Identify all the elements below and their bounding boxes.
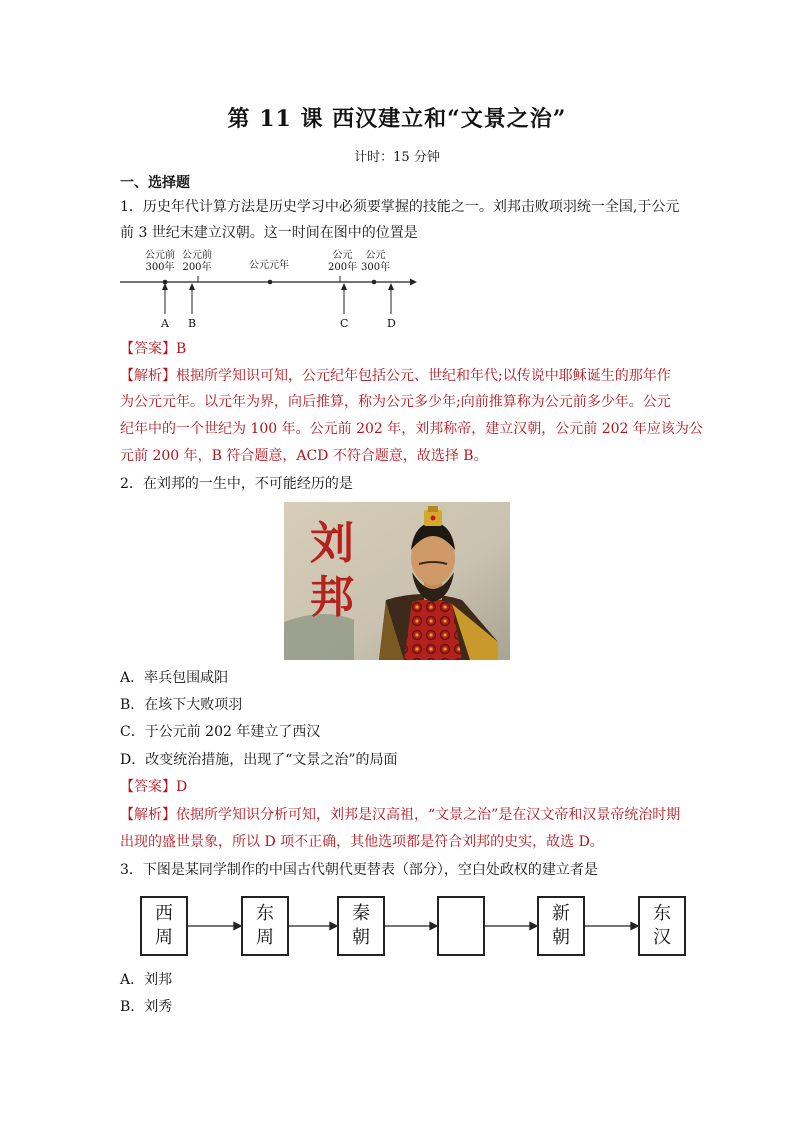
q2-option-c: C．于公元前 202 年建立了西汉: [120, 724, 321, 740]
timeline-letter-a: A: [161, 317, 169, 330]
q1-stem-line1: 1．历史年代计算方法是历史学习中必须要掌握的技能之一。刘邦击败项羽统一全国,于公元: [120, 199, 680, 215]
dynasty-box-xin: 新 朝: [537, 896, 585, 956]
timeline-dot-year1: [268, 280, 273, 285]
portrait-caption-bottom: 邦: [310, 572, 354, 623]
timeline-label-200bc: 公元前 200年: [182, 250, 212, 273]
dynasty-box-eastern-zhou: 东 周: [241, 896, 289, 956]
q2-option-a: A．率兵包围咸阳: [120, 670, 229, 686]
q1-analysis-line2: 为公元元年。以元年为界，向后推算，称为公元多少年;向前推算称为公元前多少年。公元: [120, 394, 671, 410]
q2-answer: 【答案】D: [120, 779, 188, 795]
timeline-label-year1: 公元元年: [249, 260, 289, 271]
section-heading: 一、选择题: [120, 175, 190, 191]
portrait-caption-top: 刘: [310, 518, 354, 569]
timer-label: 计时：15 分钟: [354, 150, 440, 165]
q1-answer: 【答案】B: [120, 341, 187, 357]
q3-option-a: A．刘邦: [120, 972, 173, 988]
q2-stem: 2．在刘邦的一生中，不可能经历的是: [120, 476, 353, 492]
q2-analysis-line1: 【解析】依据所学知识分析可知，刘邦是汉高祖，“文景之治”是在汉文帝和汉景帝统治时期: [120, 807, 681, 823]
timeline-label-300ad: 公元 300年: [361, 250, 391, 273]
q2-option-d: D．改变统治措施，出现了“文景之治”的局面: [120, 752, 398, 768]
q3-stem: 3．下图是某同学制作的中国古代朝代更替表（部分），空白处政权的建立者是: [120, 862, 598, 878]
timeline-label-300bc: 公元前 300年: [145, 250, 175, 273]
dynasty-box-blank: [437, 896, 485, 956]
page-title: 第 11 课 西汉建立和“文景之治”: [227, 106, 567, 132]
q1-stem-line2: 前 3 世纪末建立汉朝。这一时间在图中的位置是: [120, 225, 418, 241]
q2-option-b: B．在垓下大败项羽: [120, 697, 243, 713]
dynasty-box-qin: 秦 朝: [337, 896, 385, 956]
dynasty-box-eastern-han: 东 汉: [638, 896, 686, 956]
timeline-letter-d: D: [387, 317, 396, 330]
q2-analysis-line2: 出现的盛世景象，所以 D 项不正确，其他选项都是符合刘邦的史实，故选 D。: [120, 834, 604, 850]
timeline-arrowhead: [410, 279, 417, 286]
timeline-label-200ad: 公元 200年: [328, 250, 358, 273]
dynasty-box-western-zhou: 西 周: [140, 896, 188, 956]
timeline-letter-c: C: [340, 317, 349, 330]
timeline-dot-300ad: [372, 280, 377, 285]
q1-analysis-line1: 【解析】根据所学知识可知，公元纪年包括公元、世纪和年代;以传说中耶稣诞生的那年作: [120, 368, 671, 384]
timeline-letter-b: B: [188, 317, 197, 330]
q1-analysis-line4: 元前 200 年，B 符合题意，ACD 不符合题意，故选择 B。: [120, 448, 488, 464]
q3-option-b: B．刘秀: [120, 999, 173, 1015]
q1-timeline: [118, 250, 418, 334]
liu-bang-portrait: [284, 502, 510, 660]
q1-analysis-line3: 纪年中的一个世纪为 100 年。公元前 202 年，刘邦称帝，建立汉朝，公元前 202 年应该为公: [120, 421, 703, 437]
